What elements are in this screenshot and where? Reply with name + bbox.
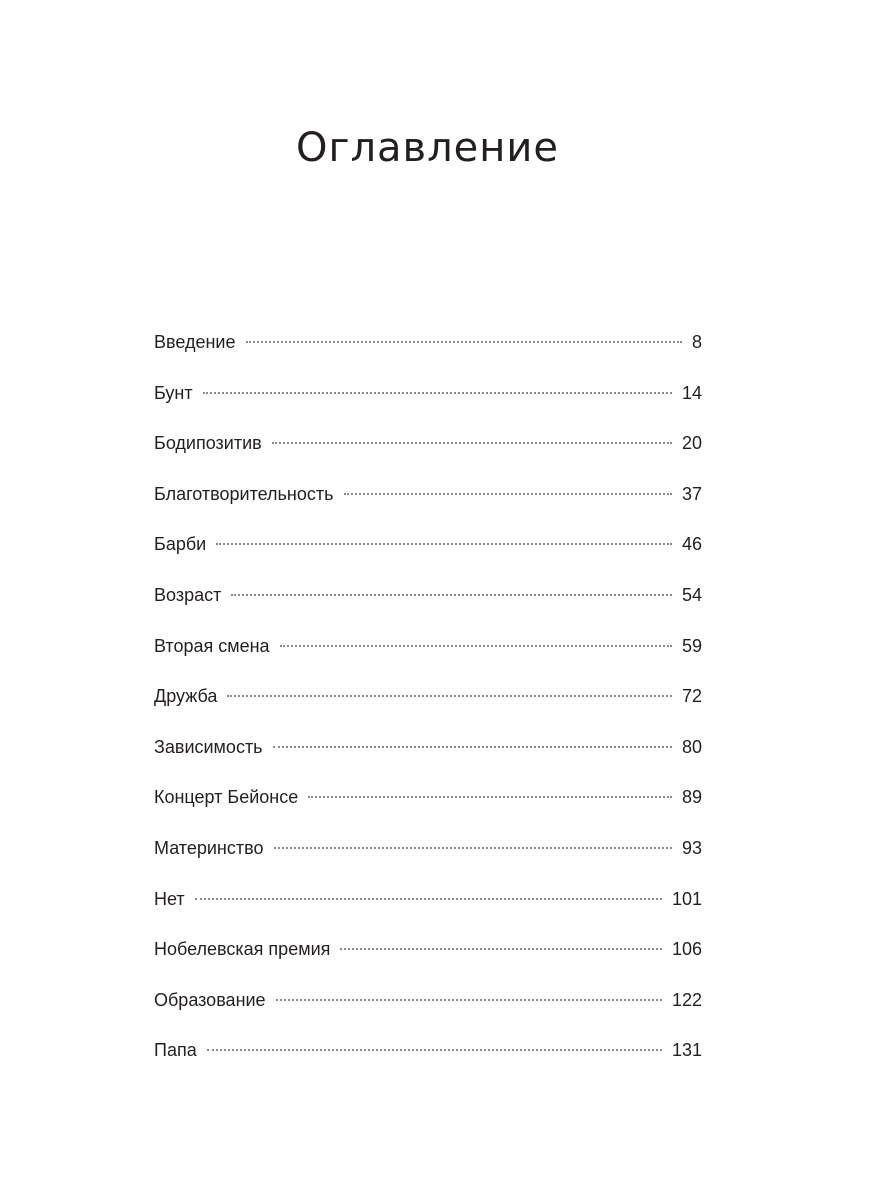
toc-entry-title: Образование bbox=[154, 989, 266, 1010]
toc-entry-page: 59 bbox=[681, 635, 702, 656]
toc-entry bbox=[154, 578, 702, 629]
toc-entry bbox=[154, 730, 702, 781]
toc-entry-page: 20 bbox=[681, 433, 702, 454]
toc-entry bbox=[154, 932, 702, 983]
toc-entry-page: 37 bbox=[681, 483, 702, 504]
toc-entry-title: Возраст bbox=[154, 584, 222, 605]
toc-entry bbox=[154, 780, 702, 831]
toc-entry-title: Папа bbox=[154, 1040, 197, 1061]
dot-leader bbox=[231, 593, 672, 596]
toc-entry bbox=[154, 376, 702, 427]
toc-entry bbox=[154, 831, 702, 882]
toc-entry bbox=[154, 1033, 702, 1084]
dot-leader bbox=[276, 998, 662, 1001]
page-title: Оглавление bbox=[295, 125, 560, 171]
toc-entry bbox=[154, 882, 702, 933]
toc-entry bbox=[154, 527, 702, 578]
toc-entry-page: 101 bbox=[671, 888, 702, 909]
toc-entry-page: 46 bbox=[681, 534, 702, 555]
dot-leader bbox=[274, 846, 672, 849]
toc-entry-page: 72 bbox=[681, 686, 702, 707]
toc-entry-page: 14 bbox=[681, 382, 702, 403]
dot-leader bbox=[280, 644, 672, 647]
toc-entry-title: Благотворительность bbox=[154, 483, 334, 504]
toc-entry-page: 8 bbox=[691, 332, 702, 352]
toc-entry-title: Дружба bbox=[154, 686, 218, 707]
toc-entry-page: 89 bbox=[681, 787, 702, 808]
toc-entry-title: Материнство bbox=[154, 837, 264, 858]
toc-entry bbox=[154, 325, 702, 376]
dot-leader bbox=[246, 340, 682, 343]
toc-entry-title: Вторая смена bbox=[154, 635, 270, 656]
dot-leader bbox=[207, 1048, 662, 1051]
dot-leader bbox=[340, 947, 662, 950]
dot-leader bbox=[344, 492, 672, 495]
toc-entry-page: 131 bbox=[671, 1040, 702, 1061]
dot-leader bbox=[308, 795, 672, 798]
toc-entry-title: Введение bbox=[154, 332, 236, 352]
dot-leader bbox=[216, 542, 672, 545]
toc-entry-title: Бодипозитив bbox=[154, 433, 262, 454]
toc-entry-page: 54 bbox=[681, 584, 702, 605]
dot-leader bbox=[273, 745, 672, 748]
toc-entry bbox=[154, 629, 702, 680]
toc-entry-page: 122 bbox=[671, 989, 702, 1010]
toc-entry-page: 106 bbox=[671, 939, 702, 960]
toc-entry-title: Барби bbox=[154, 534, 207, 555]
toc-entry bbox=[154, 983, 702, 1034]
dot-leader bbox=[203, 391, 672, 394]
toc-entry bbox=[154, 477, 702, 528]
dot-leader bbox=[195, 897, 662, 900]
toc-entry-page: 93 bbox=[681, 837, 702, 858]
toc-entry-title: Нет bbox=[154, 888, 185, 909]
dot-leader bbox=[227, 694, 672, 697]
toc-entry-title: Нобелевская премия bbox=[154, 939, 331, 960]
toc-entry-title: Бунт bbox=[154, 382, 193, 403]
toc-entry-page: 80 bbox=[681, 736, 702, 757]
toc-entry bbox=[154, 426, 702, 477]
toc-entry-title: Концерт Бейонсе bbox=[154, 787, 299, 808]
toc-entry-title: Зависимость bbox=[154, 736, 263, 757]
toc-entry bbox=[154, 679, 702, 730]
table-of-contents bbox=[154, 325, 702, 1084]
dot-leader bbox=[272, 441, 672, 444]
